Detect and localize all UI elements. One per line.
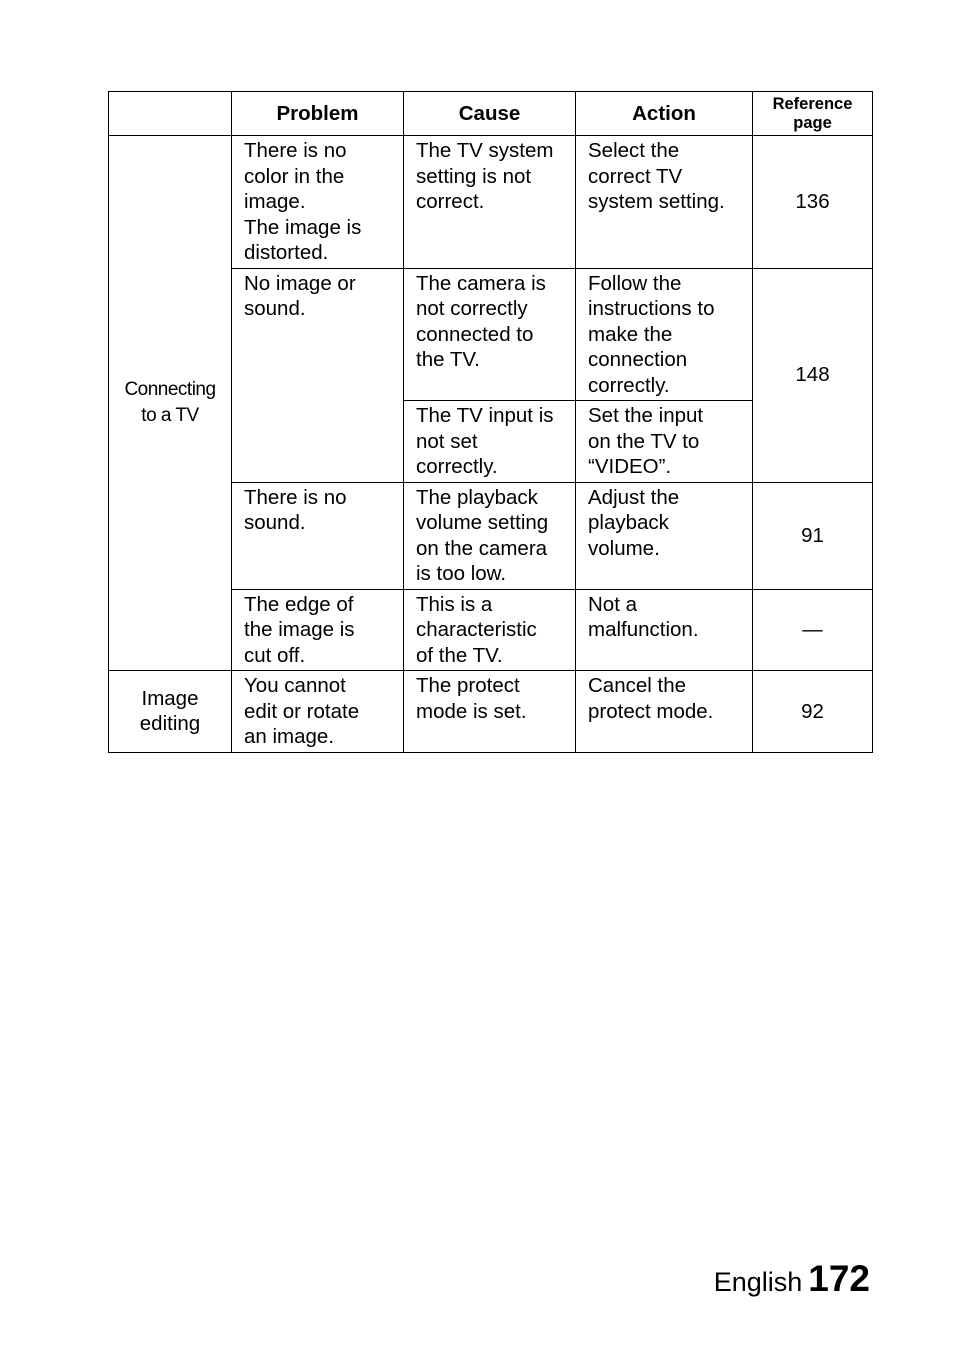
problem-cell: The edge of the image is cut off. bbox=[232, 589, 404, 671]
reference-page-cell: 148 bbox=[753, 268, 873, 482]
table-row bbox=[109, 136, 873, 269]
cause-cell: The TV system setting is not correct. bbox=[404, 136, 576, 269]
header-reference-page: Reference page bbox=[753, 92, 873, 136]
header-category bbox=[109, 92, 232, 136]
category-image-editing: Image editing bbox=[109, 671, 232, 753]
action-cell: Follow the instructions to make the connection correctly. bbox=[576, 268, 753, 401]
header-action: Action bbox=[576, 92, 753, 136]
reference-page-cell: 92 bbox=[753, 671, 873, 753]
action-cell: Cancel the protect mode. bbox=[576, 671, 753, 753]
problem-cell: No image or sound. bbox=[232, 268, 404, 482]
cause-cell: The TV input is not set correctly. bbox=[404, 401, 576, 483]
page-number: 172 bbox=[808, 1258, 870, 1299]
cause-cell: This is a characteristic of the TV. bbox=[404, 589, 576, 671]
action-cell: Adjust the playback volume. bbox=[576, 482, 753, 589]
category-connecting-to-tv: Connecting to a TV bbox=[109, 136, 232, 671]
reference-page-cell: 136 bbox=[753, 136, 873, 269]
footer-language: English bbox=[713, 1267, 803, 1297]
header-problem: Problem bbox=[232, 92, 404, 136]
header-cause: Cause bbox=[404, 92, 576, 136]
table-header-row bbox=[109, 92, 873, 136]
troubleshooting-table bbox=[108, 91, 873, 753]
cause-cell: The protect mode is set. bbox=[404, 671, 576, 753]
action-cell: Not a malfunction. bbox=[576, 589, 753, 671]
reference-page-cell: — bbox=[753, 589, 873, 671]
problem-cell: You cannot edit or rotate an image. bbox=[232, 671, 404, 753]
page-footer bbox=[714, 1258, 870, 1300]
action-cell: Select the correct TV system setting. bbox=[576, 136, 753, 269]
problem-cell: There is no sound. bbox=[232, 482, 404, 589]
reference-page-cell: 91 bbox=[753, 482, 873, 589]
cause-cell: The playback volume setting on the camera is too low. bbox=[404, 482, 576, 589]
action-cell: Set the input on the TV to “VIDEO”. bbox=[576, 401, 753, 483]
table-row bbox=[109, 671, 873, 753]
problem-cell: There is no color in the image. The image is distorted. bbox=[232, 136, 404, 269]
cause-cell: The camera is not correctly connected to the TV. bbox=[404, 268, 576, 401]
